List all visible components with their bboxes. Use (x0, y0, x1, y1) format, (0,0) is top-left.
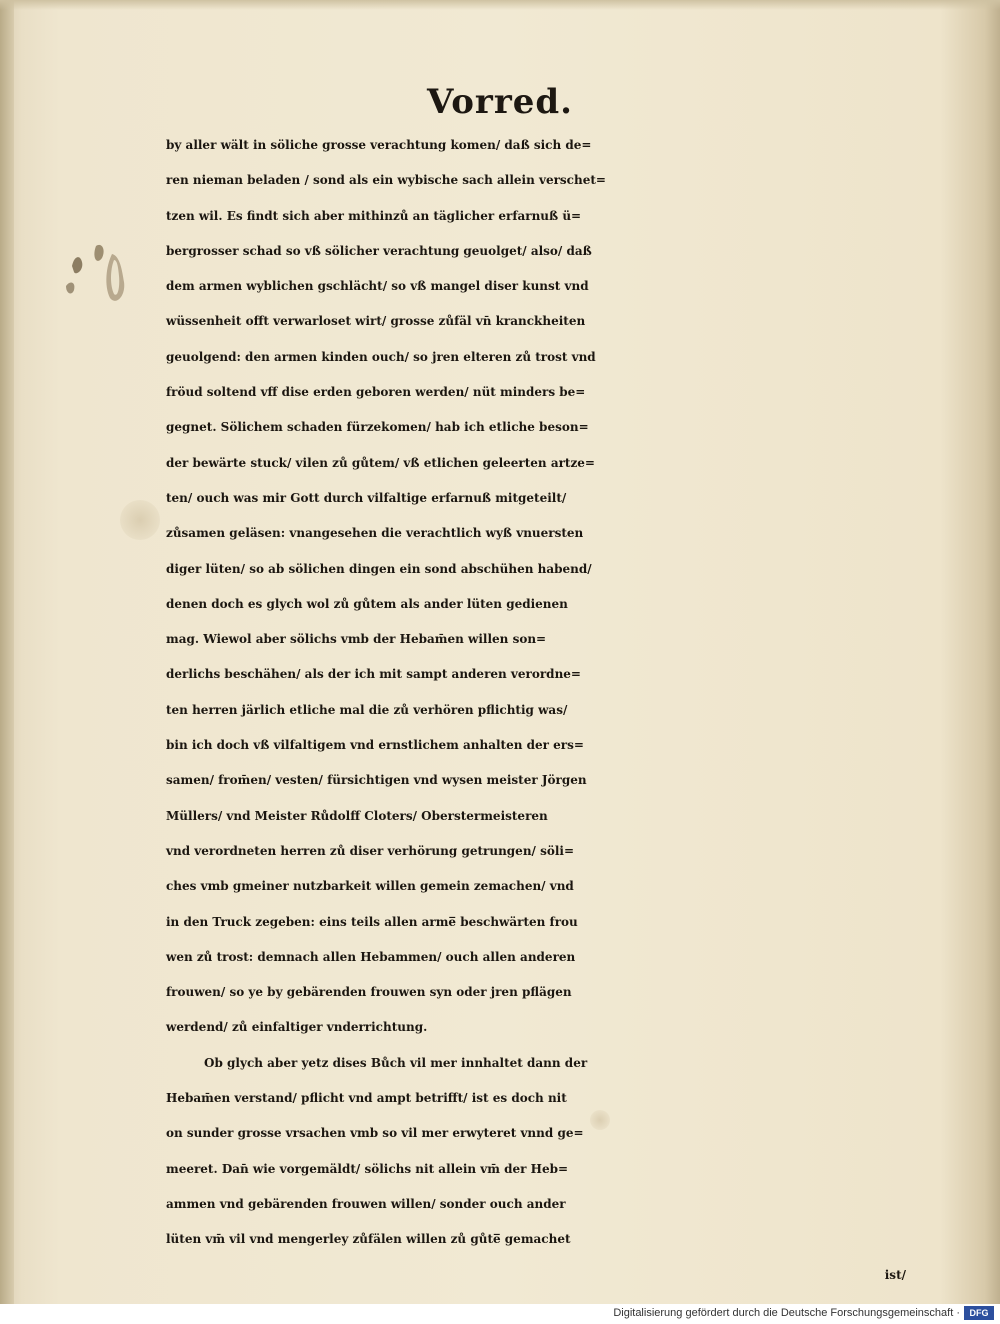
text-line: ten/ ouch was mir Gott durch vilfaltige erfarnuß mitgeteilt/ (166, 490, 567, 505)
text-line: ten herren järlich etliche mal die zů verhören pflichtig was/ (166, 702, 568, 717)
text-line: der bewärte stuck/ vilen zů gůtem/ vß etlichen geleerten artze= (166, 455, 595, 470)
text-line: frouwen/ so ye by gebärenden frouwen syn oder jren pflägen (166, 985, 572, 1000)
text-line: meeret. Dan̄ wie vorgemäldt/ sölichs nit allein vm̄ der Heb= (166, 1161, 569, 1176)
ink-smudge-mark (62, 236, 136, 306)
catchword: ist/ (884, 1267, 906, 1282)
text-line: in den Truck zegeben: eins teils allen arme̅ beschwärten frou (166, 914, 578, 929)
text-line: ammen vnd gebärenden frouwen willen/ sonder ouch ander (166, 1196, 566, 1211)
text-line: vnd verordneten herren zů diser verhörung getrungen/ söli= (166, 843, 575, 858)
text-line: geuolgend: den armen kinden ouch/ so jren elteren zů trost vnd (166, 349, 596, 364)
text-line: ren nieman beladen / sond als ein wybische sach allein verschet= (166, 173, 606, 188)
text-line: bin ich doch vß vilfaltigem vnd ernstlichem anhalten der ers= (166, 738, 584, 753)
text-line: fröud soltend vff dise erden geboren werden/ nüt minders be= (166, 385, 586, 400)
text-line: zůsamen geläsen: vnangesehen die verachtlich wyß vnuersten (166, 526, 584, 541)
text-line: gegnet. Sölichem schaden fürzekomen/ hab ich etliche beson= (166, 420, 589, 435)
paper-stain (120, 500, 160, 540)
text-line: tzen wil. Es findt sich aber mithinzů an täglicher erfarnuß ü= (166, 208, 582, 223)
text-line: mag. Wiewol aber sölichs vmb der Hebam̄en willen son= (166, 632, 547, 647)
running-head: Vorred. (426, 82, 573, 122)
text-line: by aller wält in söliche grosse verachtung komen/ daß sich de= (166, 138, 592, 152)
text-line: wüssenheit offt verwarloset wirt/ grosse zůfäl vn̄ kranckheiten (166, 314, 586, 329)
funding-credit: Digitalisierung gefördert durch die Deutsche Forschungsgemeinschaft · (613, 1307, 960, 1319)
paragraph-start-line: Ob glych aber yetz dises Bůch vil mer innhaltet dann der (204, 1055, 588, 1070)
text-line: wen zů trost: demnach allen Hebammen/ ouch allen anderen (166, 949, 576, 964)
text-line: ches vmb gmeiner nutzbarkeit willen gemein zemachen/ vnd (166, 879, 574, 894)
text-line: werdend/ zů einfaltiger vnderrichtung. (166, 1020, 428, 1035)
text-line: on sunder grosse vrsachen vmb so vil mer erwyteret vnnd ge= (166, 1126, 584, 1141)
text-line: diger lüten/ so ab sölichen dingen ein sond abschühen habend/ (166, 561, 592, 576)
text-line: dem armen wyblichen gschlächt/ so vß mangel diser kunst vnd (166, 279, 589, 294)
text-line: derlichs beschähen/ als der ich mit sampt anderen verordne= (166, 667, 581, 682)
text-line: samen/ from̄en/ vesten/ fürsichtigen vnd wysen meister Jörgen (166, 773, 587, 788)
text-line: Hebam̄en verstand/ pflicht vnd ampt betrifft/ ist es doch nit (166, 1091, 567, 1106)
text-line: bergrosser schad so vß sölicher verachtung geuolget/ also/ daß (166, 243, 592, 258)
text-line: lüten vm̄ vil vnd mengerley zůfälen willen zů gůte̅ gemachet (166, 1232, 571, 1247)
text-line: Müllers/ vnd Meister Růdolff Cloters/ Oberstermeisteren (166, 808, 548, 823)
text-line: denen doch es glych wol zů gůtem als ander lüten gedienen (166, 596, 568, 611)
dfg-logo: DFG (964, 1306, 994, 1320)
body-text (166, 128, 926, 1293)
